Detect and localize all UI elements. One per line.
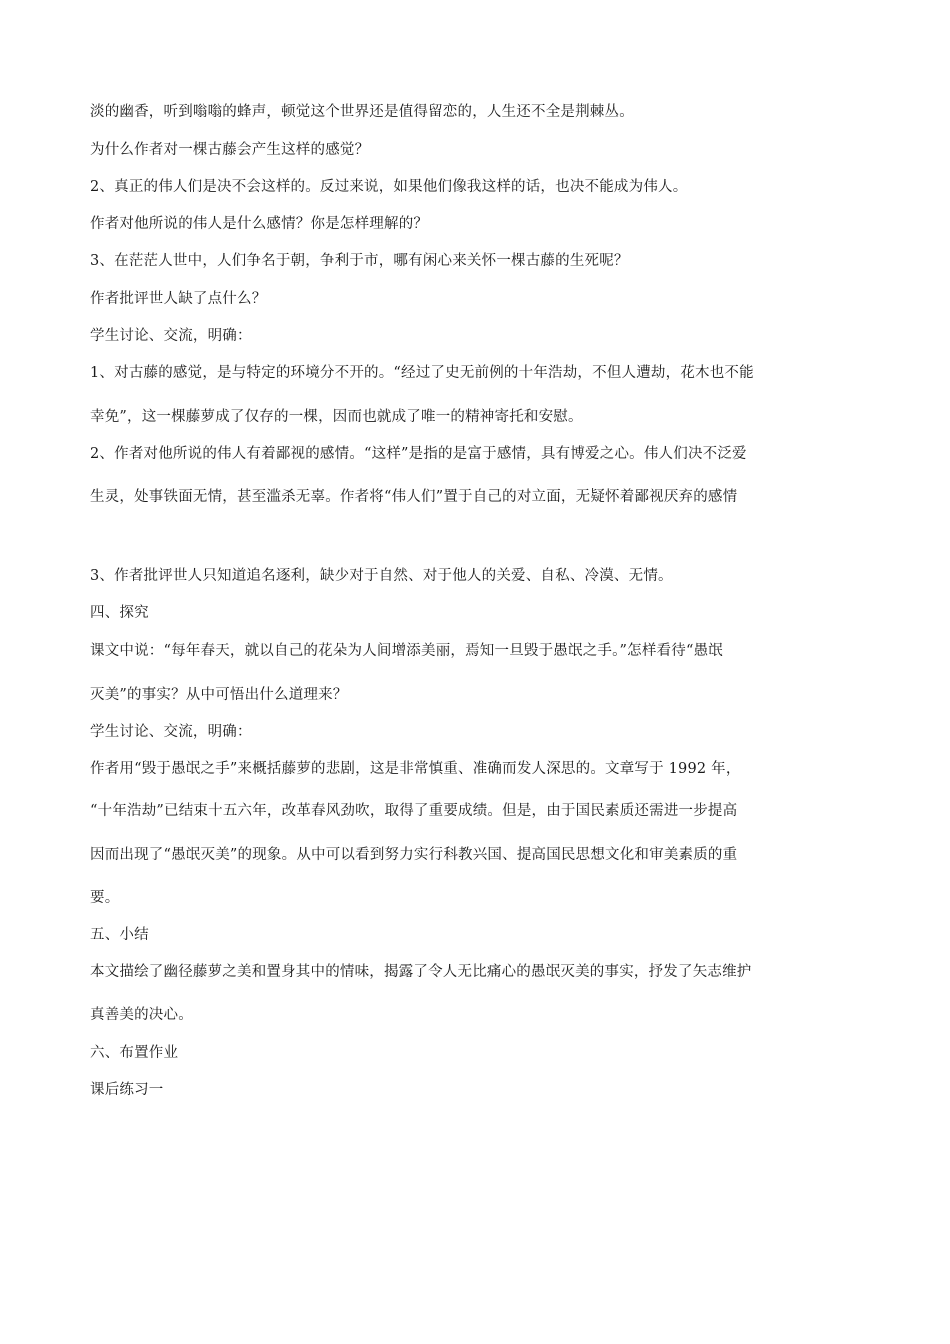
discussion-label: 学生讨论、交流，明确： xyxy=(90,724,252,740)
text-line: 真善美的决心。 xyxy=(90,1007,193,1023)
quote-line: 2、真正的伟人们是决不会这样的。反过来说，如果他们像我这样的话，也决不能成为伟人。 xyxy=(90,179,688,195)
text-line: 本文描绘了幽径藤萝之美和置身其中的情味，揭露了令人无比痛心的愚氓灭美的事实，抒发了矢志维护 xyxy=(90,964,752,980)
text-line: 课后练习一 xyxy=(90,1082,164,1098)
text-line: 灭美”的事实？从中可悟出什么道理来？ xyxy=(90,687,348,703)
answer-line: 生灵，处事铁面无情，甚至滥杀无辜。作者将“伟人们”置于自己的对立面，无疑怀着鄙视厌弃的感情 xyxy=(90,489,738,505)
answer-line: 作者用“毁于愚氓之手”来概括藤萝的悲剧，这是非常慎重、准确而发人深思的。文章写于 1992 年， xyxy=(90,761,741,777)
quote-line: 3、在茫茫人世中，人们争名于朝，争利于市，哪有闲心来关怀一棵古藤的生死呢？ xyxy=(90,253,629,269)
answer-line: 2、作者对他所说的伟人有着鄙视的感情。“这样”是指的是富于感情，具有博爱之心。伟人们决不泛爱 xyxy=(90,446,747,462)
text-line: 课文中说：“每年春天，就以自己的花朵为人间增添美丽，焉知一旦毁于愚氓之手。”怎样看待“愚氓 xyxy=(90,643,723,659)
discussion-label: 学生讨论、交流，明确： xyxy=(90,328,252,344)
section-heading: 五、小结 xyxy=(90,927,149,943)
question-line: 为什么作者对一棵古藤会产生这样的感觉？ xyxy=(90,142,370,158)
answer-line: 3、作者批评世人只知道追名逐利，缺少对于自然、对于他人的关爱、自私、冷漠、无情。 xyxy=(90,568,673,584)
text-line: 淡的幽香，听到嗡嗡的蜂声，顿觉这个世界还是值得留恋的，人生还不全是荆棘丛。 xyxy=(90,104,634,120)
section-heading: 六、布置作业 xyxy=(90,1045,179,1061)
answer-line: “十年浩劫”已结束十五六年，改革春风劲吹，取得了重要成绩。但是，由于国民素质还需进一步提高 xyxy=(90,803,738,819)
answer-line: 因而出现了“愚氓灭美”的现象。从中可以看到努力实行科教兴国、提高国民思想文化和审美素质的重 xyxy=(90,847,738,863)
question-line: 作者批评世人缺了点什么？ xyxy=(90,291,267,307)
question-line: 作者对他所说的伟人是什么感情？你是怎样理解的？ xyxy=(90,216,429,232)
section-heading: 四、探究 xyxy=(90,605,149,621)
answer-line: 1、对古藤的感觉，是与特定的环境分不开的。“经过了史无前例的十年浩劫，不但人遭劫，花木也不能 xyxy=(90,365,754,381)
answer-line: 幸免”，这一棵藤萝成了仅存的一棵，因而也就成了唯一的精神寄托和安慰。 xyxy=(90,409,583,425)
answer-line: 要。 xyxy=(90,890,120,906)
